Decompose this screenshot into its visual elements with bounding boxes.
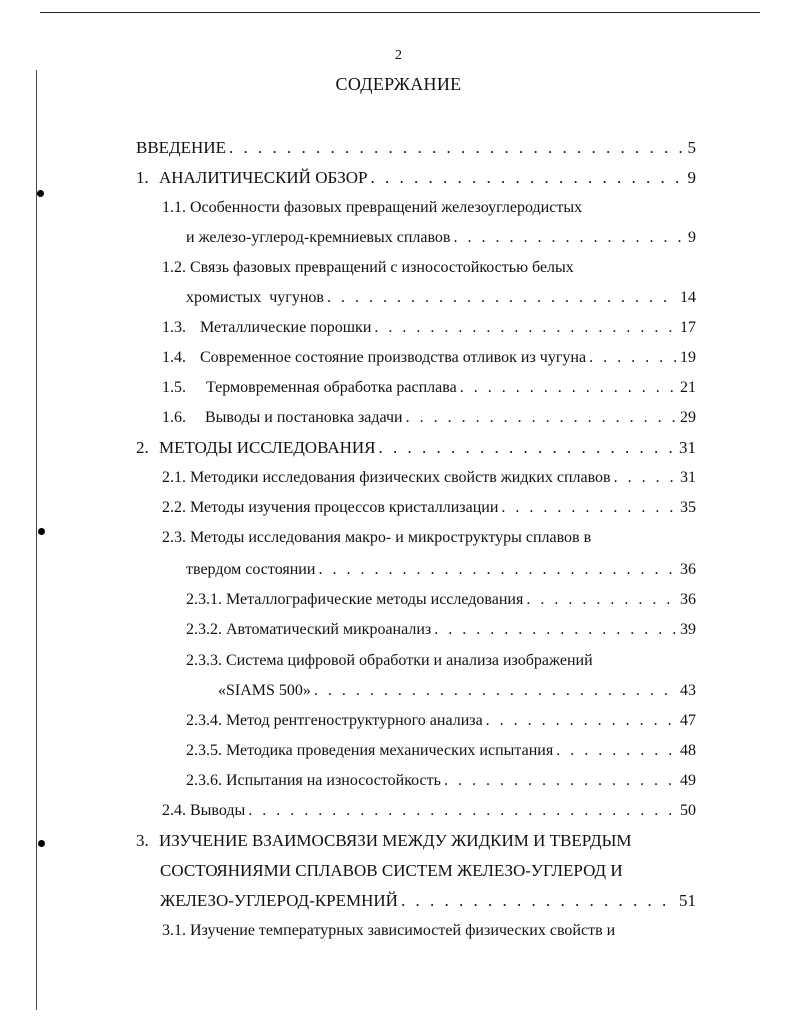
scan-artifact-top-line [40, 12, 760, 13]
toc-leader-dots [371, 168, 685, 188]
toc-entry-page: 29 [680, 409, 696, 426]
toc-leader-dots [526, 590, 677, 610]
toc-entry-text: «SIAMS 500» [218, 682, 311, 699]
toc-leader-dots [379, 438, 676, 458]
toc-leader-dots [248, 801, 677, 821]
toc-entry-2-3-4[interactable] [186, 711, 696, 731]
scan-artifact-left-edge [36, 70, 37, 1010]
toc-leader-dots [460, 378, 677, 398]
toc-entry-page: 36 [680, 561, 696, 578]
toc-leader-dots [327, 288, 677, 308]
toc-entry-2-3-3-line1[interactable]: 2.3.3. Система цифровой обработки и анализа изображений [186, 652, 593, 669]
toc-leader-dots [374, 318, 677, 338]
toc-entry-2-3-6[interactable] [186, 771, 696, 791]
toc-entry-page: 31 [680, 469, 696, 486]
binding-hole-mark [38, 528, 45, 535]
toc-entry-2-3-1[interactable] [186, 590, 696, 610]
page-title: СОДЕРЖАНИЕ [335, 74, 462, 94]
toc-entry-text: и железо-углерод-кремниевых сплавов [186, 229, 451, 246]
toc-leader-dots [614, 468, 677, 488]
toc-entry-page: 43 [680, 682, 696, 699]
toc-leader-dots [444, 771, 677, 791]
toc-entry-number: 1.3. [162, 319, 186, 336]
toc-entry-text: хромистых чугунов [186, 289, 324, 306]
toc-entry-text: Выводы и постановка задачи [205, 409, 403, 426]
toc-entry-chapter-1[interactable] [136, 168, 696, 188]
toc-entry-1-3[interactable] [162, 318, 696, 338]
toc-entry-text: Современное состояние производства отливок из чугуна [200, 349, 587, 366]
toc-leader-dots [501, 498, 677, 518]
toc-entry-page: 17 [680, 319, 696, 336]
toc-entry-2-3-2[interactable] [186, 620, 696, 640]
toc-entry-page: 14 [680, 289, 696, 306]
toc-entry-text: МЕТОДЫ ИССЛЕДОВАНИЯ [159, 438, 376, 457]
toc-entry-1-2[interactable] [186, 288, 696, 308]
toc-entry-chapter-3-line2: СОСТОЯНИЯМИ СПЛАВОВ СИСТЕМ ЖЕЛЕЗО-УГЛЕРОД И [160, 861, 623, 880]
toc-entry-1-2-line1[interactable]: 1.2. Связь фазовых превращений с износостойкостью белых [162, 259, 574, 276]
toc-entry-page: 9 [688, 229, 696, 246]
toc-leader-dots [401, 891, 676, 911]
toc-leader-dots [434, 620, 677, 640]
toc-entry-number: 1.6. [162, 409, 186, 426]
toc-entry-text: 2.3.1. Металлографические методы исследования [186, 591, 524, 608]
toc-leader-dots [314, 681, 677, 701]
toc-leader-dots [453, 228, 685, 248]
toc-entry-page: 21 [680, 379, 696, 396]
toc-entry-page: 49 [680, 772, 696, 789]
toc-entry-text: ВВЕДЕНИЕ [136, 138, 226, 157]
toc-entry-page: 47 [680, 712, 696, 729]
toc-entry-1-6[interactable] [162, 408, 696, 428]
toc-entry-text: 2.4. Выводы [162, 802, 246, 819]
toc-entry-2-3[interactable] [186, 560, 696, 580]
toc-entry-page: 50 [680, 802, 696, 819]
toc-entry-2-1[interactable] [162, 468, 696, 488]
toc-entry-2-2[interactable] [162, 498, 696, 518]
toc-entry-2-3-5[interactable] [186, 741, 696, 761]
toc-entry-1-1-line1[interactable]: 1.1. Особенности фазовых превращений железоуглеродистых [162, 199, 583, 216]
toc-entry-text: 2.1. Методики исследования физических свойств жидких сплавов [162, 469, 611, 486]
toc-entry-page: 51 [679, 891, 696, 910]
toc-leader-dots [406, 408, 677, 428]
toc-entry-number: 3. [136, 831, 149, 850]
binding-hole-mark [38, 840, 45, 847]
toc-entry-chapter-3[interactable] [160, 891, 696, 911]
toc-leader-dots [229, 138, 685, 158]
toc-entry-chapter-3-line1[interactable] [136, 831, 632, 851]
toc-entry-page: 31 [679, 438, 696, 457]
toc-leader-dots [318, 560, 677, 580]
toc-entry-text: ИЗУЧЕНИЕ ВЗАИМОСВЯЗИ МЕЖДУ ЖИДКИМ И ТВЕРДЫМ [159, 831, 632, 850]
toc-entry-text: АНАЛИТИЧЕСКИЙ ОБЗОР [159, 168, 368, 187]
toc-entry-chapter-2[interactable] [136, 438, 696, 458]
toc-entry-text: 2.3.2. Автоматический микроанализ [186, 621, 432, 638]
toc-entry-2-4[interactable] [162, 801, 696, 821]
toc-leader-dots [556, 741, 677, 761]
toc-entry-text: 2.2. Методы изучения процессов кристаллизации [162, 499, 499, 516]
toc-leader-dots [486, 711, 677, 731]
toc-entry-text: ЖЕЛЕЗО-УГЛЕРОД-КРЕМНИЙ [160, 891, 398, 910]
toc-entry-page: 36 [680, 591, 696, 608]
toc-entry-page: 9 [687, 168, 696, 187]
binding-hole-mark [37, 190, 44, 197]
toc-entry-text: Металлические порошки [200, 319, 372, 336]
toc-entry-page: 19 [680, 349, 696, 366]
toc-entry-number: 1.4. [162, 349, 186, 366]
toc-entry-2-3-line1[interactable]: 2.3. Методы исследования макро- и микроструктуры сплавов в [162, 529, 592, 546]
toc-entry-number: 1.5. [162, 379, 186, 396]
toc-entry-text: 2.3.5. Методика проведения механических испытания [186, 742, 554, 759]
toc-entry-text: 2.3.6. Испытания на износостойкость [186, 772, 441, 789]
toc-entry-2-3-3[interactable] [218, 681, 696, 701]
toc-entry-page: 39 [680, 621, 696, 638]
toc-entry-1-1[interactable] [186, 228, 696, 248]
toc-entry-text: твердом состоянии [186, 561, 316, 578]
page-number: 2 [395, 48, 402, 63]
toc-entry-page: 48 [680, 742, 696, 759]
toc-entry-3-1-line1[interactable]: 3.1. Изучение температурных зависимостей физических свойств и [162, 922, 616, 939]
toc-entry-intro[interactable] [136, 138, 696, 158]
toc-entry-text: Термовременная обработка расплава [206, 379, 457, 396]
toc-entry-1-5[interactable] [162, 378, 696, 398]
toc-entry-page: 35 [680, 499, 696, 516]
toc-entry-number: 1. [136, 168, 149, 187]
toc-leader-dots [589, 348, 677, 368]
toc-entry-page: 5 [687, 138, 696, 157]
toc-entry-number: 2. [136, 438, 149, 457]
toc-entry-1-4[interactable] [162, 348, 696, 368]
toc-entry-text: 2.3.4. Метод рентгеноструктурного анализа [186, 712, 483, 729]
